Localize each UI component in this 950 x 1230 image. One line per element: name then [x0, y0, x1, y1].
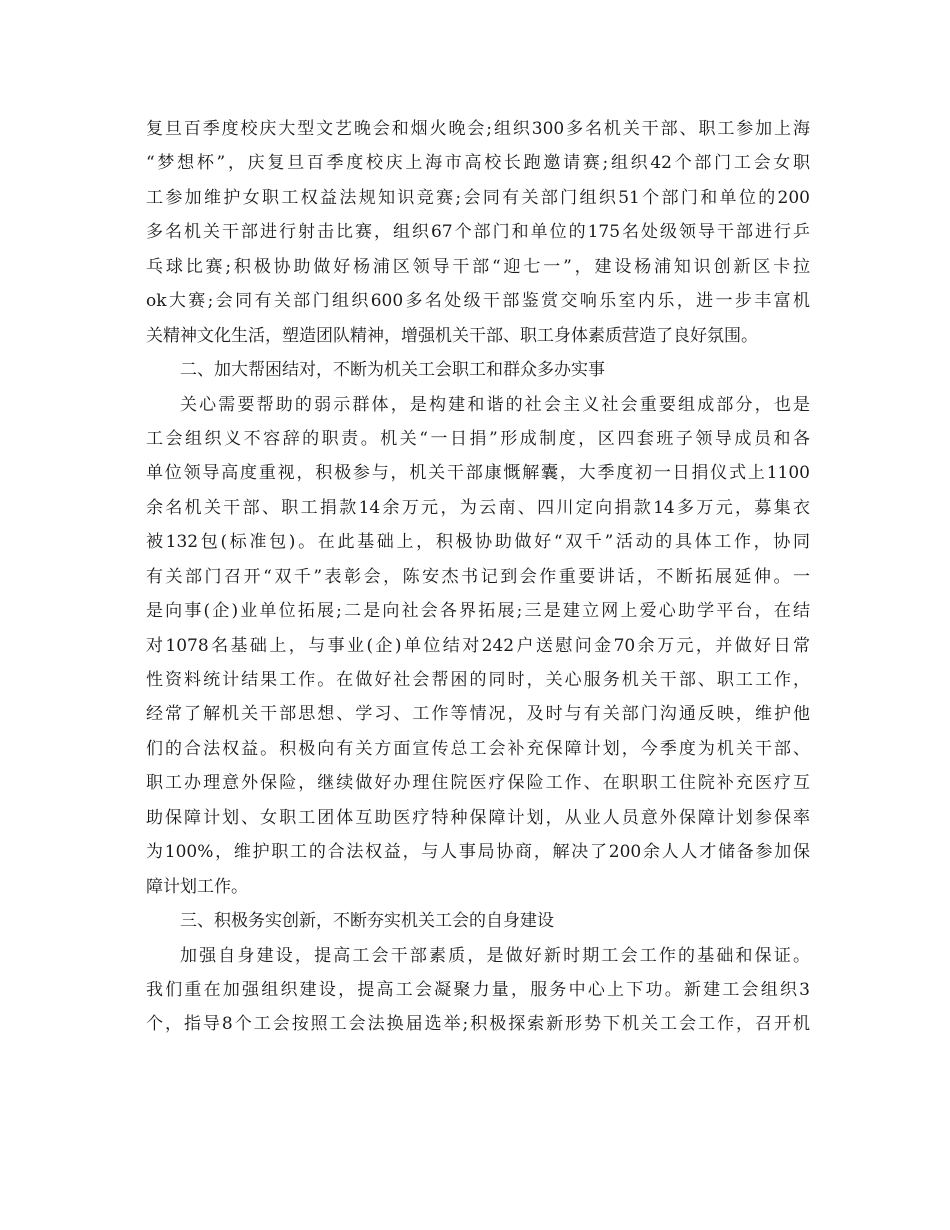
paragraph-line: 职工办理意外保险，继续做好办理住院医疗保险工作、在职职工住院补充医疗互 — [146, 773, 810, 794]
paragraph-line: 余名机关干部、职工捐款14余万元，为云南、四川定向捐款14多万元，募集衣 — [146, 497, 810, 518]
paragraph-line: 障计划工作。 — [146, 876, 248, 897]
paragraph-line: 多名机关干部进行射击比赛，组织67个部门和单位的175名处级领导干部进行乒 — [146, 222, 810, 243]
paragraph-line: 是向事(企)业单位拓展;二是向社会各界拓展;三是建立网上爱心助学平台，在结 — [146, 601, 810, 622]
section-heading: 二、加大帮困结对，不断为机关工会职工和群众多办实事 — [180, 360, 605, 381]
paragraph-line: 们的合法权益。积极向有关方面宣传总工会补充保障计划，今季度为机关干部、 — [146, 738, 810, 759]
paragraph-line: 被132包(标准包)。在此基础上，积极协助做好“双千”活动的具体工作，协同 — [146, 532, 810, 553]
paragraph-line: 关精神文化生活，塑造团队精神，增强机关干部、职工身体素质营造了良好氛围。 — [146, 325, 758, 346]
paragraph-line: 加强自身建设，提高工会干部素质，是做好新时期工会工作的基础和保证。 — [180, 945, 810, 966]
paragraph-line: ok大赛;会同有关部门组织600多名处级干部鉴赏交响乐室内乐，进一步丰富机 — [146, 291, 810, 312]
paragraph-line: 工参加维护女职工权益法规知识竞赛;会同有关部门组织51个部门和单位的200 — [146, 187, 810, 208]
paragraph-line: 个，指导8个工会按照工会法换届选举;积极探索新形势下机关工会工作，召开机 — [146, 1014, 810, 1035]
paragraph-line: 复旦百季度校庆大型文艺晚会和烟火晚会;组织300多名机关干部、职工参加上海 — [146, 119, 810, 139]
paragraph-line: 经常了解机关干部思想、学习、工作等情况，及时与有关部门沟通反映，维护他 — [146, 704, 810, 725]
section-heading: 三、积极务实创新，不断夯实机关工会的自身建设 — [180, 911, 554, 932]
paragraph-line: 工会组织义不容辞的职责。机关“一日捐”形成制度，区四套班子领导成员和各 — [146, 428, 810, 449]
paragraph-line: 有关部门召开“双千”表彰会，陈安杰书记到会作重要讲话，不断拓展延伸。一 — [146, 566, 810, 587]
paragraph-line: 助保障计划、女职工团体互助医疗特种保障计划，从业人员意外保障计划参保率 — [146, 807, 810, 828]
paragraph-line: 为100%，维护职工的合法权益，与人事局协商，解决了200余人人才储备参加保 — [146, 842, 810, 863]
paragraph-line: 我们重在加强组织建设，提高工会凝聚力量，服务中心上下功。新建工会组织3 — [146, 979, 810, 1000]
paragraph-line: “梦想杯”，庆复旦百季度校庆上海市高校长跑邀请赛;组织42个部门工会女职 — [146, 153, 810, 174]
paragraph-line: 单位领导高度重视，积极参与，机关干部康慨解囊，大季度初一日捐仪式上1100 — [146, 463, 810, 484]
paragraph-line: 对1078名基础上，与事业(企)单位结对242户送慰问金70余万元，并做好日常 — [146, 635, 810, 656]
paragraph-line: 性资料统计结果工作。在做好社会帮困的同时，关心服务机关干部、职工工作， — [146, 670, 810, 690]
paragraph-line: 关心需要帮助的弱示群体，是构建和谐的社会主义社会重要组成部分，也是 — [180, 394, 810, 415]
body-text — [146, 112, 810, 1042]
paragraph-line: 乓球比赛;积极协助做好杨浦区领导干部“迎七一”，建设杨浦知识创新区卡拉 — [146, 256, 810, 277]
